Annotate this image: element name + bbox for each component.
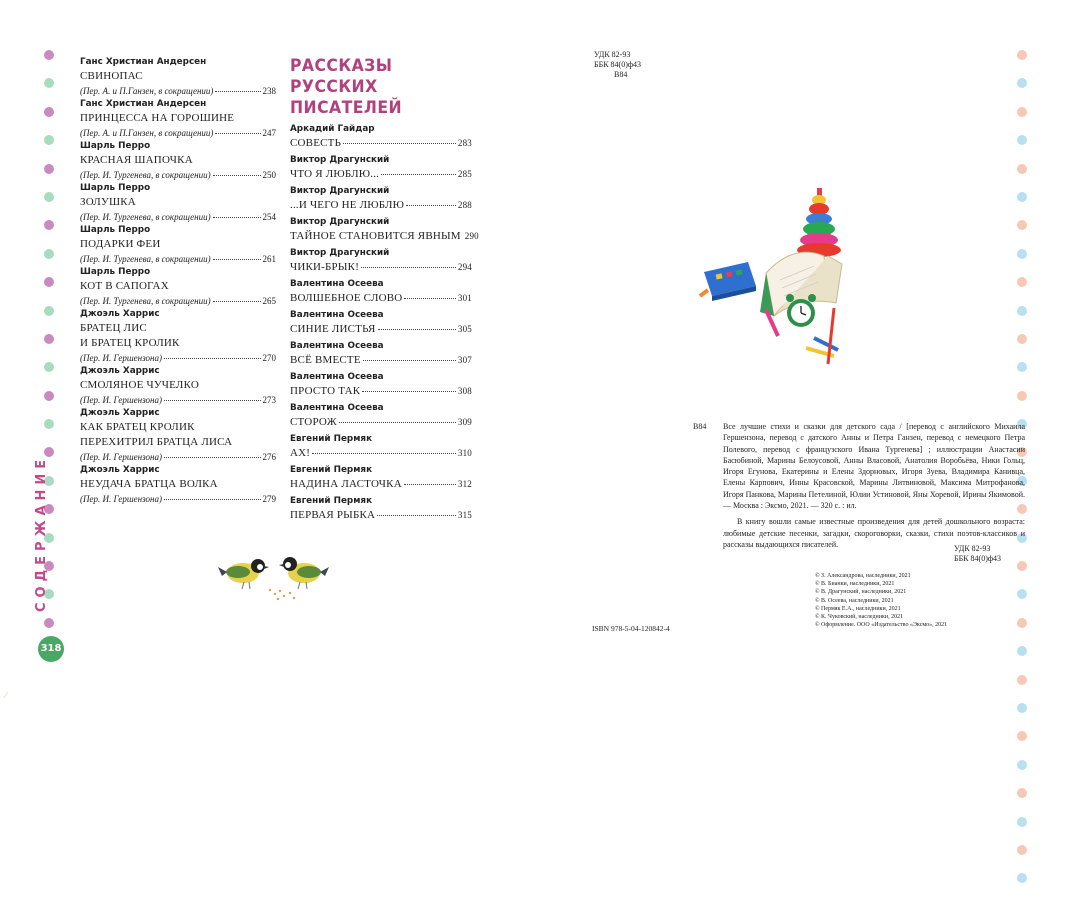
dot-marker — [44, 135, 54, 145]
toc-author: Джоэль Харрис — [80, 465, 160, 475]
copyright-line: © В. Осеева, наследники, 2021 — [815, 597, 894, 604]
toc-title-line — [290, 136, 472, 151]
toc-entry — [290, 371, 472, 399]
toc-page-number: 288 — [457, 200, 472, 210]
dot-marker — [1017, 845, 1027, 855]
toc-note-line — [80, 252, 276, 266]
dot-marker — [44, 220, 54, 230]
dot-marker — [1017, 391, 1027, 401]
toc-author: Валентина Осеева — [290, 403, 384, 413]
dot-marker — [1017, 192, 1027, 202]
toc-page-number: 294 — [457, 262, 472, 272]
bbk-line: ББК 84(0)ф43 — [594, 60, 642, 69]
toc-page-number: 273 — [262, 395, 276, 405]
toc-title-line — [290, 291, 472, 306]
toc-author: Евгений Пермяк — [290, 496, 373, 506]
toc-title-line — [290, 260, 472, 275]
school-supplies-illustration — [696, 188, 856, 370]
toc-note-line — [80, 492, 276, 506]
biblio-description: Все лучшие стихи и сказки для детского сада / [перевод с английского Михаила Гершензона, перевод с датского Анны и Петра Ганзен, перевод с немецкого Петра Полевого, перевод с французского Ивана Тургенева] ; иллюстрации Анастасии Басюбиной, Марины Белоусовой, Анны Власовой, Анатолия Воробьёва, Ники Гольц, Игоря Егунова, Екатерины и Елены Здорновых, Игоря Зуева, Владимира Канивца, Елены Карпович, Инны Красовской, Марины Литвиновой, Максима Митрофанова, Игоря Панкова, Марины Петелиной, Юлии Устиновой, Яны Хоревой, Ирины Якимовой. — Москва : Эксмо, 2021. — 320 с. : ил. — [723, 422, 1025, 511]
toc-title: ПЕРЕХИТРИЛ БРАТЦА ЛИСА — [80, 436, 233, 448]
toc-entry — [290, 247, 472, 275]
dot-marker — [1017, 675, 1027, 685]
toc-author: Шарль Перро — [80, 267, 151, 277]
dot-leader — [215, 133, 260, 134]
toc-entry — [80, 407, 276, 464]
toc-page-number: 279 — [262, 494, 276, 504]
copyright-line: © Пермяк Е.А., наследники, 2021 — [815, 605, 901, 612]
toc-title: БРАТЕЦ ЛИС — [80, 322, 147, 334]
toc-author: Джоэль Харрис — [80, 366, 160, 376]
toc-page-number: 283 — [457, 138, 472, 148]
dot-marker — [1017, 646, 1027, 656]
toc-page-number: 301 — [457, 293, 472, 303]
toc-title: ТАЙНОЕ СТАНОВИТСЯ ЯВНЫМ — [290, 230, 461, 242]
toc-title-line — [290, 477, 472, 492]
isbn: ISBN 978-5-04-120842-4 — [592, 624, 670, 633]
dot-marker — [1017, 78, 1027, 88]
dot-marker — [1017, 589, 1027, 599]
dot-leader — [213, 175, 261, 176]
vertical-contents-title: СОДЕРЖАНИЕ — [34, 454, 49, 612]
toc-translator-note: (Пер. А. и П.Ганзен, в сокращении) — [80, 86, 214, 96]
toc-title-line — [290, 353, 472, 368]
bbk-line: ББК 84(0)ф43 — [954, 554, 1002, 563]
toc-author: Евгений Пермяк — [290, 465, 373, 475]
toc-page-number: 310 — [457, 448, 472, 458]
toc-title: ЗОЛУШКА — [80, 196, 136, 208]
dot-marker — [44, 78, 54, 88]
dot-leader — [164, 457, 261, 458]
toc-author: Валентина Осеева — [290, 372, 384, 382]
toc-author: Виктор Драгунский — [290, 217, 390, 227]
toc-entry — [80, 98, 276, 140]
dot-marker — [44, 618, 54, 628]
toc-entry — [290, 185, 472, 213]
toc-title: ЧТО Я ЛЮБЛЮ... — [290, 168, 380, 180]
toc-title-line — [290, 508, 472, 523]
toc-column-1 — [80, 56, 276, 506]
toc-page-number: 305 — [457, 324, 472, 334]
dot-leader — [361, 267, 456, 268]
toc-page-number: 312 — [457, 479, 472, 489]
dot-marker — [44, 306, 54, 316]
dot-marker — [1017, 788, 1027, 798]
dot-marker — [1017, 731, 1027, 741]
toc-note-line — [80, 126, 276, 140]
copyright-line: © К. Чуковский, наследники, 2021 — [815, 614, 904, 621]
toc-author: Валентина Осеева — [290, 279, 384, 289]
toc-entry — [80, 140, 276, 182]
biblio-code: В84 — [693, 422, 707, 431]
toc-note-line — [80, 450, 276, 464]
toc-title: КРАСНАЯ ШАПОЧКА — [80, 154, 193, 166]
dot-marker — [44, 362, 54, 372]
toc-title-line — [290, 384, 472, 399]
paint-box-icon — [704, 262, 756, 301]
dot-leader — [406, 205, 456, 206]
dot-marker — [44, 391, 54, 401]
toc-entry — [290, 278, 472, 306]
toc-page-number: 315 — [457, 510, 472, 520]
udk-block-bottom — [954, 544, 1001, 564]
toc-title: ЧИКИ-БРЫК! — [290, 261, 360, 273]
dot-marker — [44, 277, 54, 287]
toc-entry — [80, 464, 276, 506]
toc-entry — [80, 56, 276, 98]
dot-leader — [381, 174, 456, 175]
copyright-line: © В. Бианки, наследники, 2021 — [815, 581, 895, 588]
toc-title: ПОДАРКИ ФЕИ — [80, 238, 161, 250]
toc-note-line — [80, 393, 276, 407]
toc-note-line — [80, 351, 276, 365]
dot-marker — [1017, 561, 1027, 571]
toc-author: Виктор Драгунский — [290, 248, 390, 258]
dot-marker — [44, 249, 54, 259]
toc-entry — [80, 365, 276, 407]
author-sign-line: В84 — [614, 70, 628, 79]
dot-marker — [1017, 760, 1027, 770]
dot-marker — [44, 334, 54, 344]
bird-right-icon — [279, 557, 329, 589]
toc-note-line — [80, 294, 276, 308]
dot-marker — [44, 419, 54, 429]
toc-page-number: 276 — [262, 452, 276, 462]
dot-leader — [404, 484, 456, 485]
udk-line: УДК 82-93 — [594, 50, 631, 59]
toc-title: ПРОСТО ТАК — [290, 385, 361, 397]
toc-page-number: 285 — [457, 169, 472, 179]
toc-note-line — [80, 210, 276, 224]
dot-leader — [312, 453, 456, 454]
toc-title: ПРИНЦЕССА НА ГОРОШИНЕ — [80, 112, 235, 124]
toc-page-number: 250 — [262, 170, 276, 180]
dot-leader — [377, 515, 456, 516]
toc-title: НАДИНА ЛАСТОЧКА — [290, 478, 402, 490]
toc-page-number: 265 — [262, 296, 276, 306]
toc-title-line — [290, 415, 472, 430]
dot-marker — [44, 164, 54, 174]
toc-entry — [80, 224, 276, 266]
toc-author: Шарль Перро — [80, 183, 151, 193]
dot-marker — [1017, 618, 1027, 628]
toc-title-line — [290, 198, 472, 213]
dot-leader — [164, 358, 261, 359]
toc-page-number: 309 — [457, 417, 472, 427]
udk-line: УДК 82-93 — [954, 544, 991, 553]
toc-translator-note: (Пер. И. Тургенева, в сокращении) — [80, 212, 211, 222]
toc-note-line — [80, 84, 276, 98]
section-title-line: РАССКАЗЫ — [290, 56, 393, 76]
toc-translator-note: (Пер. А. и П.Ганзен, в сокращении) — [80, 128, 214, 138]
dot-leader — [363, 360, 456, 361]
toc-page-number: 254 — [262, 212, 276, 222]
toc-author: Ганс Христиан Андерсен — [80, 99, 207, 109]
dot-marker — [1017, 135, 1027, 145]
toc-author: Виктор Драгунский — [290, 155, 390, 165]
dot-marker — [44, 107, 54, 117]
dot-leader — [164, 400, 261, 401]
dot-marker — [1017, 220, 1027, 230]
toc-entry — [290, 495, 472, 523]
toc-title: ...И ЧЕГО НЕ ЛЮБЛЮ — [290, 199, 405, 211]
toc-page-number: 308 — [457, 386, 472, 396]
dot-marker — [1017, 334, 1027, 344]
toc-entry — [290, 464, 472, 492]
toc-entry — [290, 402, 472, 430]
toc-title: СВИНОПАС — [80, 70, 143, 82]
dot-marker — [1017, 50, 1027, 60]
toc-author: Валентина Осеева — [290, 341, 384, 351]
toc-title: КОТ В САПОГАХ — [80, 280, 169, 292]
toc-author: Ганс Христиан Андерсен — [80, 57, 207, 67]
toc-entry — [290, 154, 472, 182]
toc-page-number: 270 — [262, 353, 276, 363]
dot-marker — [1017, 277, 1027, 287]
toc-translator-note: (Пер. И. Гершензона) — [80, 494, 162, 504]
toc-title: АХ! — [290, 447, 311, 459]
dot-leader — [339, 422, 456, 423]
toc-entry — [80, 266, 276, 308]
toc-title: НЕУДАЧА БРАТЦА ВОЛКА — [80, 478, 218, 490]
toc-page-number: 307 — [457, 355, 472, 365]
copyright-block — [815, 572, 947, 629]
birds-illustration — [218, 548, 330, 604]
dot-marker — [1017, 817, 1027, 827]
copyright-line: © З. Александрова, наследники, 2021 — [815, 573, 911, 579]
toc-author: Шарль Перро — [80, 141, 151, 151]
toc-title: ВСЁ ВМЕСТЕ — [290, 354, 361, 366]
toc-column-2 — [290, 56, 479, 526]
dot-leader — [378, 329, 456, 330]
toc-translator-note: (Пер. И. Гершензона) — [80, 353, 162, 363]
dot-marker — [1017, 164, 1027, 174]
section-title — [290, 56, 457, 119]
toc-title: СОВЕСТЬ — [290, 137, 342, 149]
toc-author: Евгений Пермяк — [290, 434, 373, 444]
toc-translator-note: (Пер. И. Гершензона) — [80, 395, 162, 405]
page-number-badge: 318 — [38, 636, 64, 662]
bird-left-icon — [218, 559, 269, 589]
udk-block-top — [594, 50, 641, 80]
toc-page-number: 261 — [262, 254, 276, 264]
toc-author: Шарль Перро — [80, 225, 151, 235]
toc-author: Виктор Драгунский — [290, 186, 390, 196]
toc-title: ВОЛШЕБНОЕ СЛОВО — [290, 292, 403, 304]
toc-title: КАК БРАТЕЦ КРОЛИК — [80, 421, 195, 433]
toc-title: СМОЛЯНОЕ ЧУЧЕЛКО — [80, 379, 199, 391]
seeds-icon — [269, 589, 295, 600]
toc-title-line — [290, 167, 472, 182]
dot-marker — [1017, 306, 1027, 316]
toc-title: И БРАТЕЦ КРОЛИК — [80, 337, 180, 349]
toc-translator-note: (Пер. И. Тургенева, в сокращении) — [80, 170, 211, 180]
copyright-line: © Оформление. ООО «Издательство «Эксмо», 2021 — [815, 622, 948, 629]
dot-marker — [1017, 107, 1027, 117]
pyramid-toy-icon — [797, 188, 841, 257]
dot-marker — [1017, 873, 1027, 883]
dot-marker — [1017, 703, 1027, 713]
toc-translator-note: (Пер. И. Тургенева, в сокращении) — [80, 254, 211, 264]
section-title-line: РУССКИХ ПИСАТЕЛЕЙ — [290, 77, 403, 118]
dot-leader — [164, 499, 261, 500]
toc-title: СИНИЕ ЛИСТЬЯ — [290, 323, 376, 335]
toc-author: Аркадий Гайдар — [290, 124, 375, 134]
dot-leader — [213, 259, 261, 260]
copyright-line: © В. Драгунский, наследники, 2021 — [815, 589, 907, 596]
dot-marker — [1017, 362, 1027, 372]
dot-leader — [362, 391, 456, 392]
toc-entry — [290, 123, 472, 151]
biblio-annotation: В книгу вошли самые известные произведения для детей дошкольного возраста: любимые детские песенки, загадки, скороговорки, сказки, стихи поэтов-классиков и рассказы выдающихся писателей. — [723, 517, 1025, 549]
toc-entry — [290, 433, 472, 461]
toc-page-number: 238 — [262, 86, 276, 96]
dot-leader — [215, 91, 260, 92]
toc-translator-note: (Пер. И. Тургенева, в сокращении) — [80, 296, 211, 306]
dot-marker — [1017, 249, 1027, 259]
toc-page-number: 247 — [262, 128, 276, 138]
toc-title-line — [290, 229, 479, 244]
toc-title-line — [290, 446, 472, 461]
dot-marker — [44, 50, 54, 60]
toc-author: Джоэль Харрис — [80, 309, 160, 319]
toc-note-line — [80, 168, 276, 182]
toc-title-line — [290, 322, 472, 337]
toc-translator-note: (Пер. И. Гершензона) — [80, 452, 162, 462]
dot-leader — [343, 143, 456, 144]
toc-page-number: 290 — [464, 231, 479, 241]
toc-author: Валентина Осеева — [290, 310, 384, 320]
dot-leader — [213, 301, 261, 302]
toc-title: СТОРОЖ — [290, 416, 337, 428]
toc-author: Джоэль Харрис — [80, 408, 160, 418]
toc-entry — [290, 309, 472, 337]
toc-entry — [80, 182, 276, 224]
bibliographic-record — [693, 421, 1025, 550]
toc-entry — [290, 216, 479, 244]
dot-marker — [44, 192, 54, 202]
toc-entry — [80, 308, 276, 365]
toc-title: ПЕРВАЯ РЫБКА — [290, 509, 376, 521]
dot-leader — [404, 298, 455, 299]
corner-mark: ⁄ — [5, 690, 7, 700]
dot-leader — [213, 217, 261, 218]
toc-entry — [290, 340, 472, 368]
